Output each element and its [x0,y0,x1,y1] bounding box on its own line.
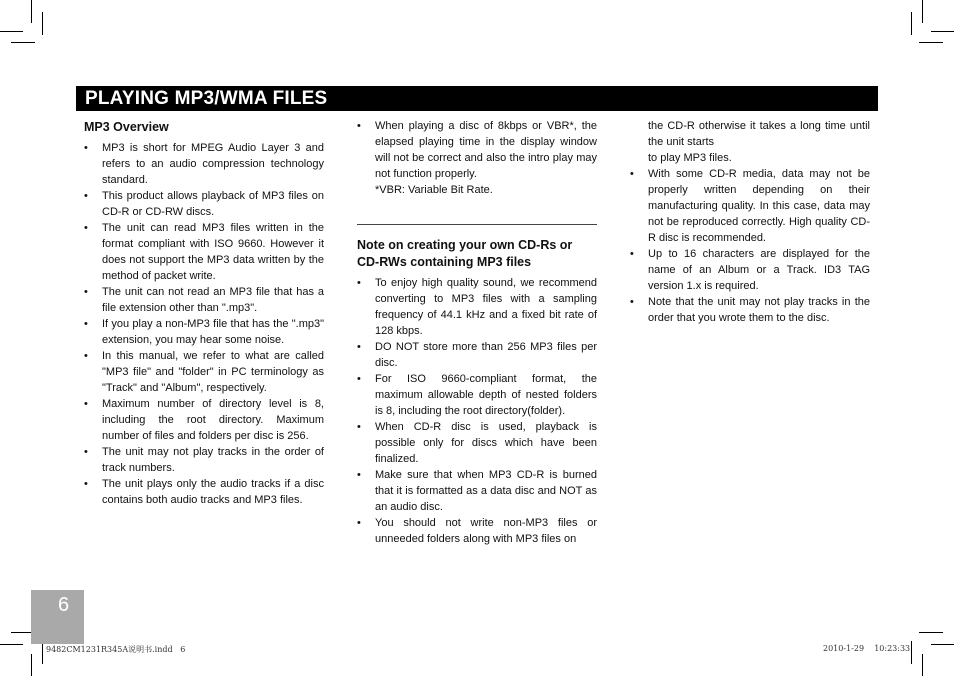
list-item: • The unit may not play tracks in the order of track numbers. [84,446,324,474]
list-item: • In this manual, we refer to what are called "MP3 file" and "folder" in PC terminology as "Track" and "Album", respectively. [84,350,324,394]
list-item: • The unit plays only the audio tracks if a disc contains both audio tracks and MP3 files. [84,478,324,506]
crop-mark [911,12,912,35]
list-item: • With some CD-R media, data may not be properly written depending on their manufacturing quality. In this case, data may not be reproduced correctly. High quality CD-R disc is recommended. [630,168,870,244]
list-item: • Maximum number of directory level is 8, including the root directory. Maximum number of files and folders per disc is 256. [84,398,324,442]
crop-mark [931,31,954,32]
list-item: • If you play a non-MP3 file that has the ".mp3" extension, you may hear some noise. [84,318,324,346]
bullet-icon: • [84,478,88,490]
list-item: • Up to 16 characters are displayed for the name of an Album or a Track. ID3 TAG version 1.x is required. [630,248,870,292]
crop-mark [911,641,912,664]
bullet-icon: • [630,248,634,260]
bullet-icon: • [357,373,361,385]
cd-r-notes-list [357,275,597,547]
list-item: • The unit can read MP3 files written in the format compliant with ISO 9660. However it does not support the MP3 data written by the method of packet write. [84,222,324,282]
bullet-icon: • [357,341,361,353]
bullet-icon: • [357,469,361,481]
mp3-overview-list [84,140,324,508]
section-header-bar [76,86,878,111]
continued-text-line: to play MP3 files. [648,152,732,164]
list-item: • For ISO 9660-compliant format, the maximum allowable depth of nested folders is 8, including the root directory(folder). [357,373,597,417]
crop-mark [919,632,943,633]
crop-mark [922,654,923,676]
bullet-icon: • [84,142,88,154]
bullet-icon: • [357,277,361,289]
list-item: • Make sure that when MP3 CD-R is burned that it is formatted as a data disc and NOT as an audio disc. [357,469,597,513]
list-item: • MP3 is short for MPEG Audio Layer 3 and refers to an audio compression technology standard. [84,142,324,186]
bullet-icon: • [84,190,88,202]
crop-mark [11,42,35,43]
list-item: • This product allows playback of MP3 files on CD-R or CD-RW discs. [84,190,324,218]
crop-mark [31,0,32,23]
column-mp3-overview [84,118,324,508]
bullet-icon: • [84,446,88,458]
print-footer-timestamp: 2010-1-29 10:23:33 [823,644,911,653]
bullet-icon: • [357,517,361,529]
crop-mark [922,0,923,23]
list-item: • When CD-R disc is used, playback is possible only for discs which have been finalized. [357,421,597,465]
bullet-icon: • [84,222,88,234]
crop-mark [0,644,23,645]
divider [357,224,597,225]
crop-mark [42,12,43,35]
page-number: 6 [58,594,70,616]
list-item: • Note that the unit may not play tracks in the order that you wrote them to the disc. [630,296,870,324]
vbr-note-list [357,118,597,182]
crop-mark [931,644,954,645]
page-number-box [31,590,84,644]
crop-mark [0,31,23,32]
list-item: • When playing a disc of 8kbps or VBR*, the elapsed playing time in the display window will not be correct and also the intro play may not function properly. [357,120,597,180]
bullet-icon: • [84,318,88,330]
bullet-icon: • [84,398,88,410]
list-item: • DO NOT store more than 256 MP3 files per disc. [357,341,597,369]
continued-text: the CD-R otherwise it takes a long time until the unit starts [648,120,870,148]
list-item: • To enjoy high quality sound, we recommend converting to MP3 files with a sampling frequency of 44.1 kHz and a fixed bit rate of 128 kbps. [357,277,597,337]
list-item: • The unit can not read an MP3 file that has a file extension other than ".mp3". [84,286,324,314]
list-item: • You should not write non-MP3 files or unneeded folders along with MP3 files on [357,517,597,545]
bullet-icon: • [357,120,361,132]
continued-notes-list [630,166,870,326]
print-footer-filename: 9482CM1231R345A说明书.indd 6 [46,645,186,654]
bullet-icon: • [84,286,88,298]
bullet-icon: • [84,350,88,362]
crop-mark [919,42,943,43]
bullet-icon: • [630,296,634,308]
crop-mark [31,654,32,676]
column-cd-r-notes [357,118,597,547]
column-continued-notes [630,118,870,326]
section-title: PLAYING MP3/WMA FILES [85,88,328,109]
mp3-overview-heading: MP3 Overview [84,120,169,134]
bullet-icon: • [630,168,634,180]
bullet-icon: • [357,421,361,433]
cd-r-notes-heading: Note on creating your own CD-Rs or CD-RWs containing MP3 files [357,238,573,269]
vbr-footnote: *VBR: Variable Bit Rate. [375,184,493,196]
crop-mark [42,641,43,664]
